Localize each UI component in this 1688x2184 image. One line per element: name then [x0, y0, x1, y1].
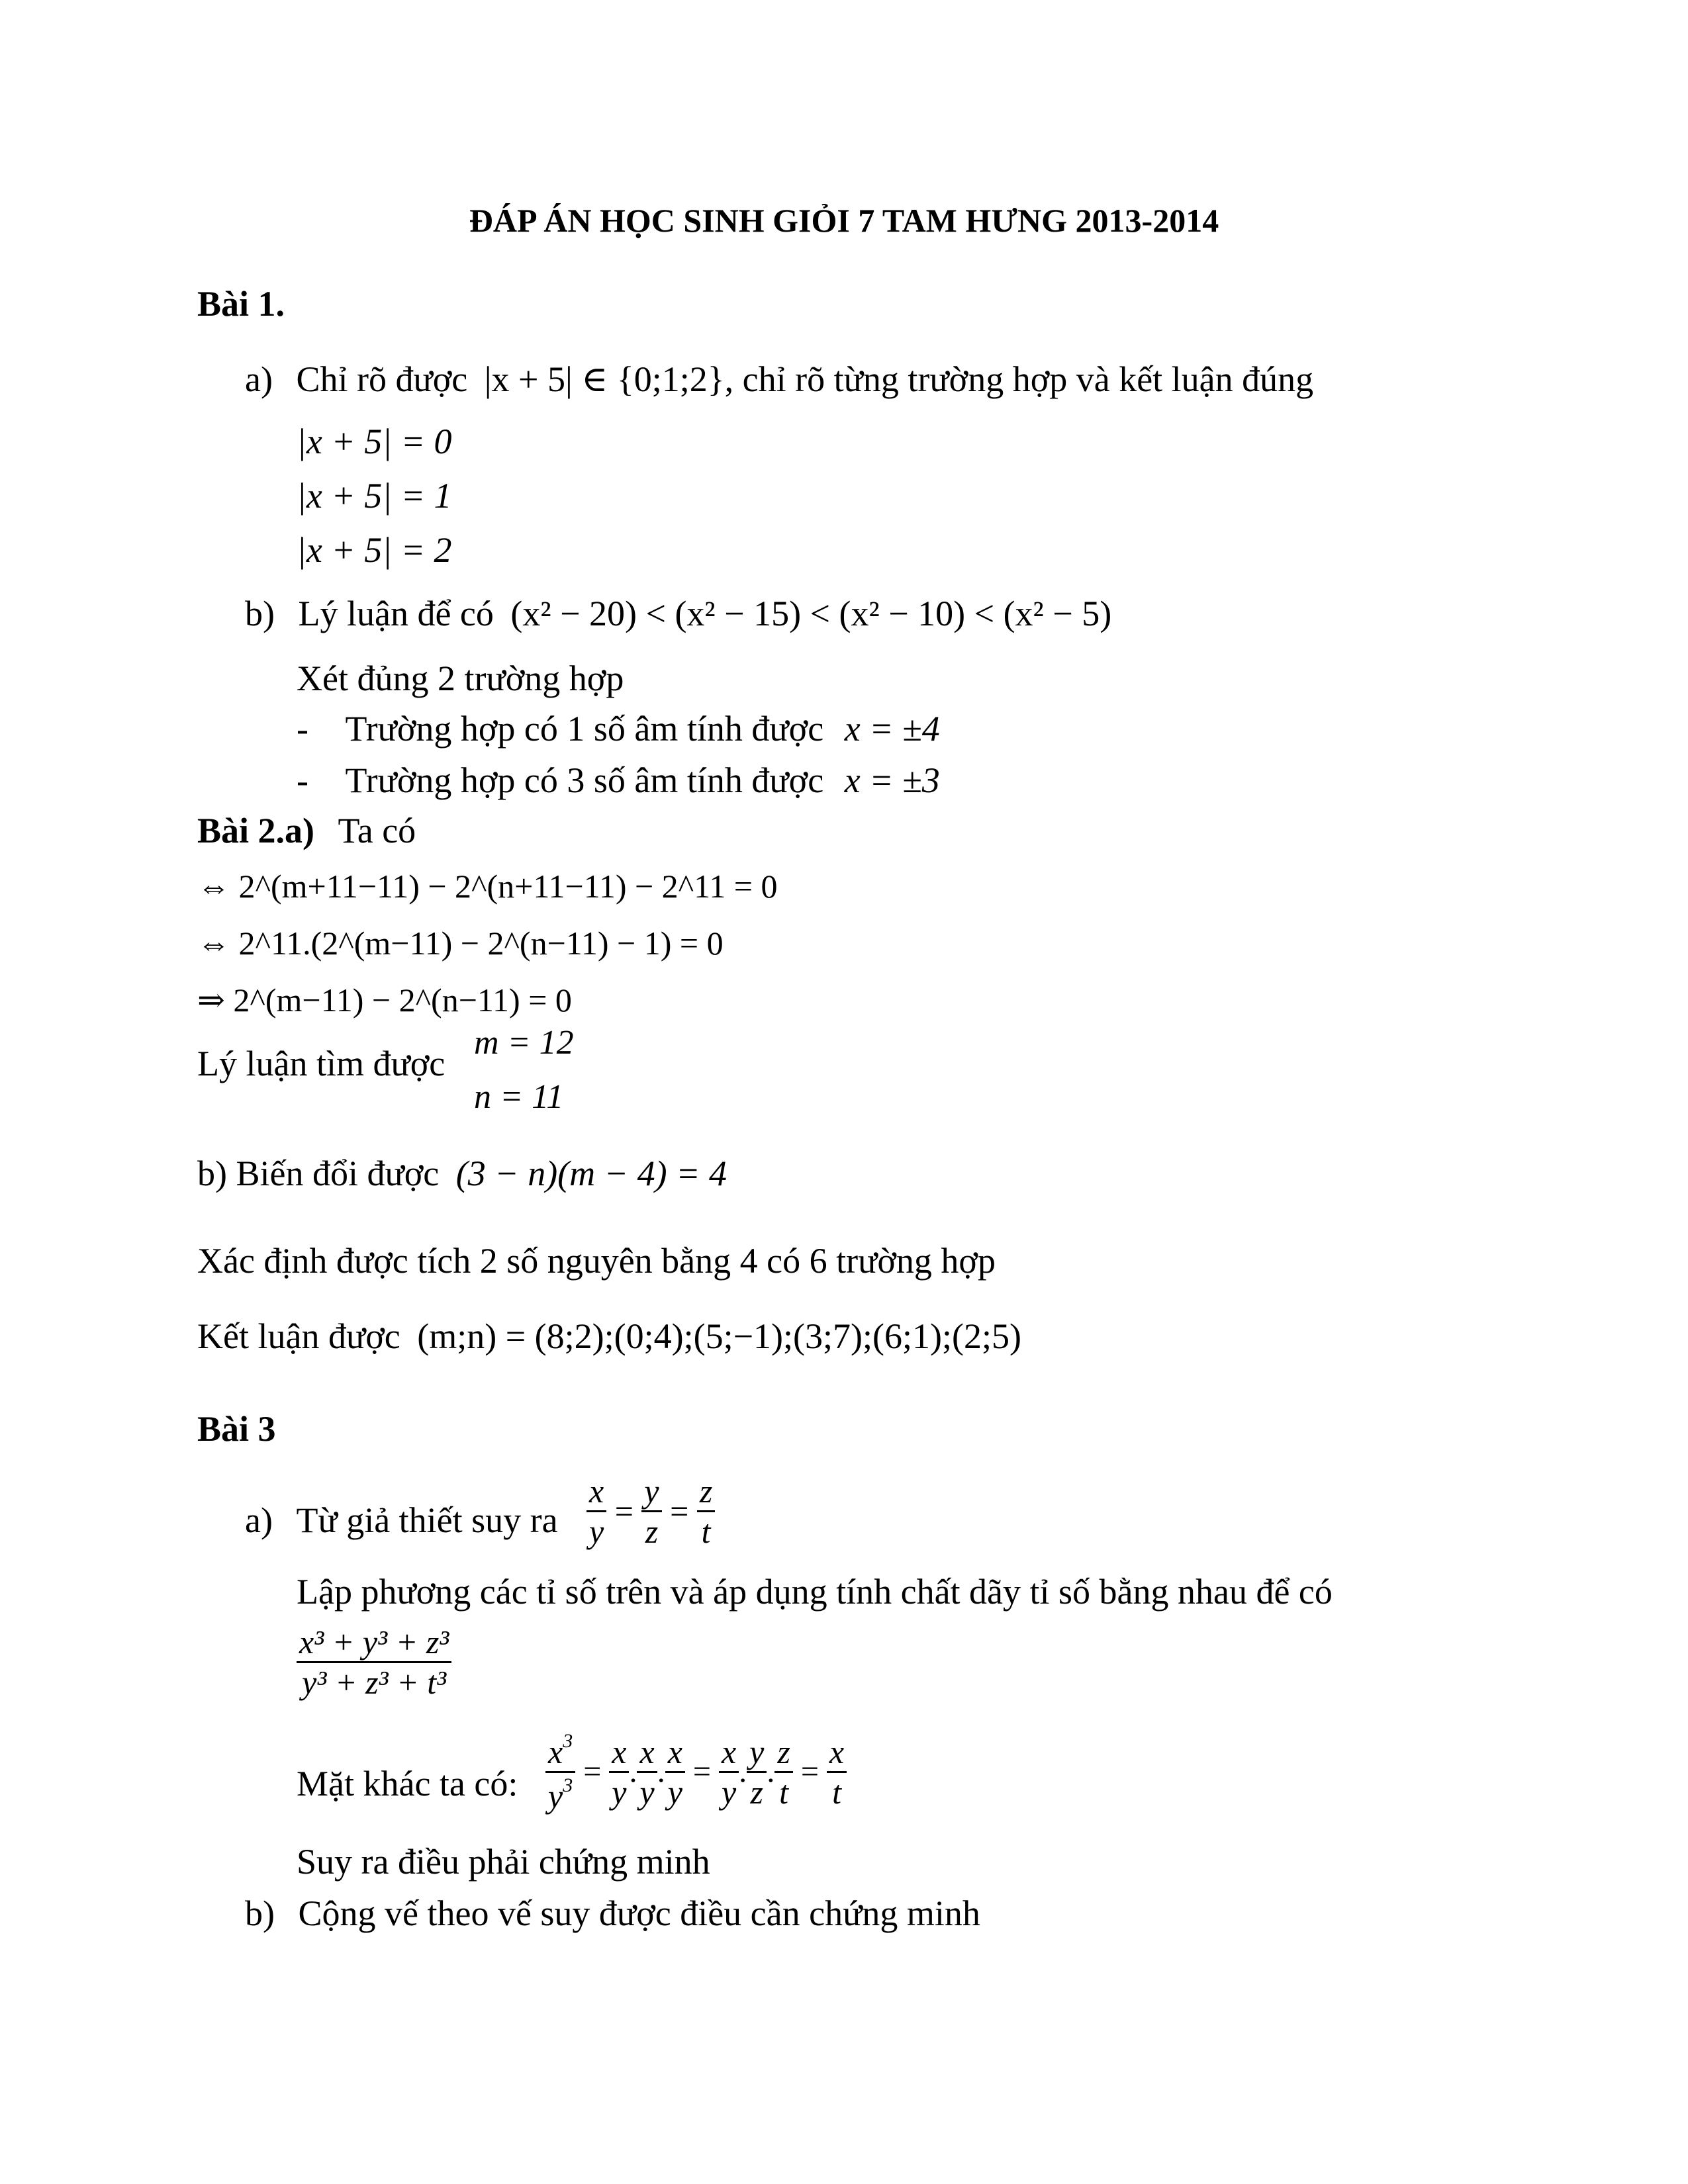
bai2-b-math: (3 − n)(m − 4) = 4: [455, 1154, 727, 1193]
bai2-line-1: ⇔ 2^11.(2^(m−11) − 2^(n−11) − 1) = 0: [197, 925, 724, 962]
bullet-math: x = ±4: [844, 709, 940, 749]
bullet-math: x = ±3: [844, 760, 940, 800]
bai1-b-text: Lý luận để có: [298, 594, 494, 633]
bai3-frac-num: x³ + y³ + z³: [297, 1625, 451, 1663]
bai2-find-n: n = 11: [474, 1078, 564, 1116]
bai3-a-line: [245, 1502, 558, 1538]
bai1-a-text1: Chỉ rõ được: [296, 359, 468, 399]
bai3-ratio-chain: $\frac{x}{y}$ = $\frac{y}{z}$ = $\frac{z}{t}$: [586, 1475, 715, 1548]
bullet-dash: -: [297, 709, 308, 749]
bai1-a-set: |x + 5| ∈ {0;1;2}: [484, 359, 725, 399]
bai1-case-0: |x + 5| = 0: [297, 422, 452, 461]
bai2-heading-text: Ta có: [338, 811, 416, 850]
bai1-bullet-0: [297, 711, 940, 747]
bai1-a-line: [245, 361, 1313, 397]
bai3-a-text: Từ giả thiết suy ra: [296, 1500, 558, 1540]
bai2-b-line3-row: [197, 1318, 1021, 1354]
bullet-dash: -: [297, 760, 308, 800]
bai1-b-ineq: (x² − 20) < (x² − 15) < (x² − 10) < (x² − 5): [510, 594, 1112, 633]
bai2-b-text: b) Biến đổi được: [197, 1154, 440, 1193]
bai2-b-result: (m;n) = (8;2);(0;4);(5;−1);(3;7);(6;1);(2;5): [417, 1316, 1021, 1356]
bai3-cube-identity: $\frac{x^3}{y^3}$ = $\frac{x}{y}$ . $\frac{x}{y}$ . $\frac{x}{y}$ = $\frac{x}{y}$ . $\frac{y}{z}$ . $\frac{z}{t}$ = $\frac{x}{t}$: [545, 1731, 847, 1813]
bai2-heading-line: [197, 813, 416, 848]
bai2-find-m: m = 12: [474, 1024, 574, 1062]
bai1-case-2: |x + 5| = 2: [297, 530, 452, 570]
bai3-a-line4: Suy ra điều phải chứng minh: [297, 1842, 710, 1882]
bai3-frac-den: y³ + z³ + t³: [302, 1664, 447, 1701]
bai3-b-label: b): [245, 1893, 275, 1933]
bai1-b-line2: Xét đủng 2 trường hợp: [297, 659, 624, 698]
page-title: ĐÁP ÁN HỌC SINH GIỎI 7 TAM HƯNG 2013-2014: [469, 202, 1219, 239]
bai2-heading: Bài 2.a): [197, 811, 315, 850]
bai2-b-line3: Kết luận được: [197, 1316, 400, 1356]
bai3-b-text: Cộng vế theo vế suy được điều cần chứng minh: [298, 1893, 980, 1933]
bai3-cube-fraction: [297, 1625, 451, 1699]
bai1-heading: Bài 1.: [197, 284, 285, 324]
bullet-text: Trường hợp có 1 số âm tính được: [345, 709, 824, 749]
bai1-a-label: a): [245, 359, 273, 399]
bai3-a-label: a): [245, 1500, 273, 1540]
bai2-line-2: ⇒ 2^(m−11) − 2^(n−11) = 0: [197, 981, 572, 1019]
bai2-b-line: [197, 1156, 727, 1191]
bai1-case-1: |x + 5| = 1: [297, 476, 452, 516]
bai2-line-0: ⇔ 2^(m+11−11) − 2^(n+11−11) − 2^11 = 0: [197, 868, 778, 905]
bai3-a-line3: Mặt khác ta có:: [297, 1764, 518, 1803]
bai2-find-text: Lý luận tìm được: [197, 1044, 445, 1083]
bai3-heading: Bài 3: [197, 1409, 276, 1449]
bai1-b-line: [245, 596, 1111, 631]
bai3-b-line: [245, 1895, 980, 1931]
bullet-text: Trường hợp có 3 số âm tính được: [345, 760, 824, 800]
bai2-b-line2: Xác định được tích 2 số nguyên bằng 4 có 6 trường hợp: [197, 1241, 996, 1281]
bai1-b-label: b): [245, 594, 275, 633]
bai1-a-text2: , chỉ rõ từng trường hợp và kết luận đúng: [724, 359, 1314, 399]
bai3-a-line2: Lập phương các tỉ số trên và áp dụng tính chất dãy tỉ số bằng nhau để có: [297, 1572, 1333, 1612]
bai1-bullet-1: [297, 762, 940, 798]
